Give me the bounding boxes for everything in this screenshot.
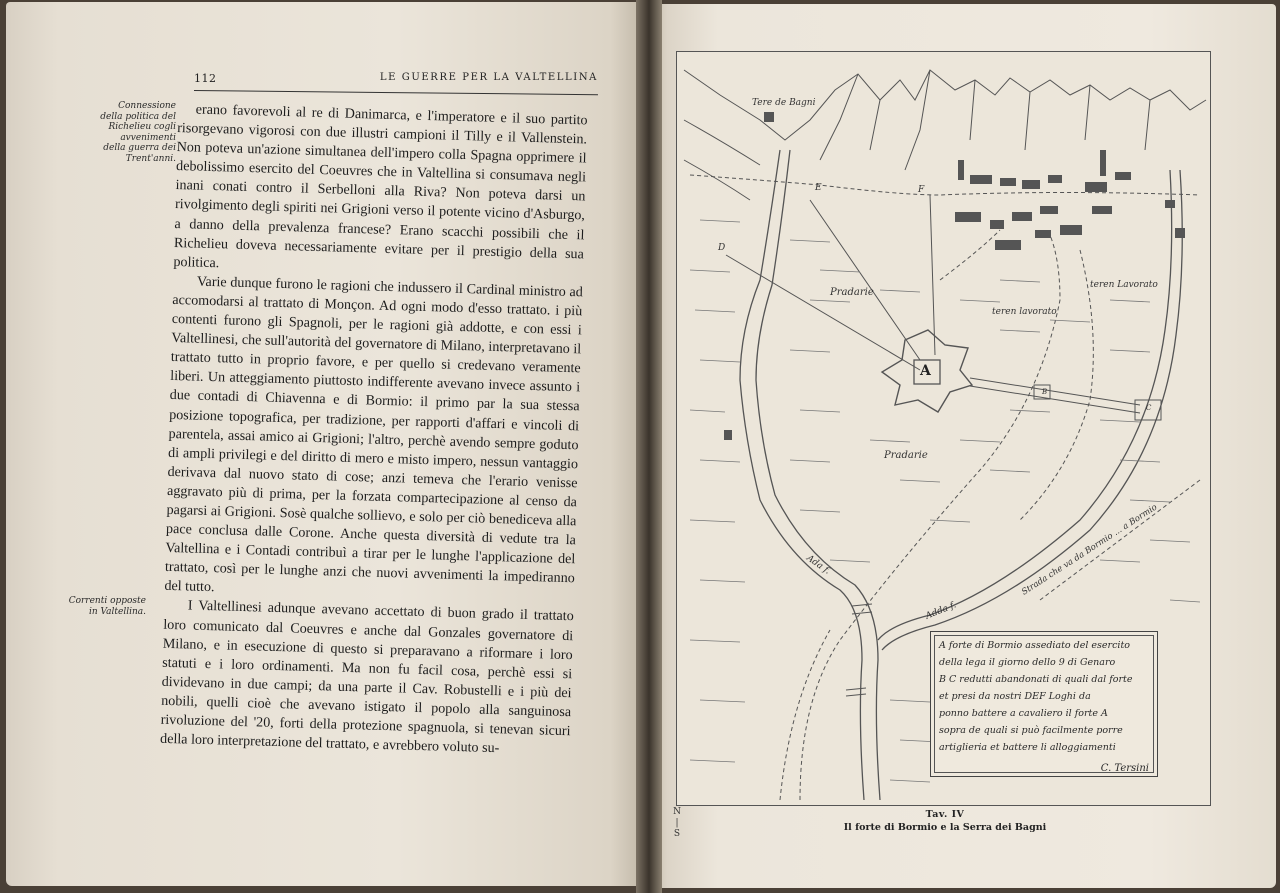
sidenote-correnti: Correnti opposte in Valtellina. xyxy=(68,596,146,617)
map-label-point-e: E xyxy=(815,183,822,193)
map-label-fort: A xyxy=(920,363,931,379)
map-label-point-d: D xyxy=(718,243,726,253)
map-label-road: Strada che va da Bormio ... a Bormio xyxy=(1020,502,1160,598)
paragraph-3: I Valtellinesi adunque avevano accettato di buon grado il trattato loro comunicato dal Coeuvres e anche dal Gonzales governatore di Milano, e in esecuzione di questo si preparavano a riformare i loro statuti e i loro ordinamenti. Ma non fu facil cosa, perchè essi si dividevano in due campi; da una parte il Cav. Robustelli e i più dei nobili, quelli cioè che avevano istigato il popolo alla sanguinosa rivoluzione del '20, forti della protezione spagnuola, si tenevan sicuri della loro interpretazione del trattato, e avrebbero voluto su- xyxy=(159,597,574,757)
plate-caption: Il forte di Bormio e la Serra dei Bagni xyxy=(843,822,1047,833)
map-label-teren-lavorato-2: teren lavorato xyxy=(992,307,1057,317)
legend-line-4: et presi da nostri DEF Loghi da xyxy=(939,691,1091,702)
map-label-terme: Tere de Bagni xyxy=(752,98,816,108)
page-number: 112 xyxy=(194,72,217,85)
legend-text xyxy=(939,637,1151,756)
paragraph-2: Varie dunque furono le ragioni che indussero il Cardinal ministro ad accomodarsi al trattato di Monçon. Ad ogni modo d'esso trattato. i più contenti furono gli Spagnoli, per le ragioni già addotte, e con essi i Valtellinesi, che sull'autorità del governatore di Milano, interpretavano il trattato tutto in proprio favore, e per quello si credevano veramente liberi. Un atteggiamento piuttosto indifferente avevano invece assunto i due contadi di Chiavenna e di Bormio: il primo par la sua stessa posizione topografica, per tradizione, per rapporti d'affari e vincoli di parentela, assai amico ai Grigioni; l'altro, perchè avendo sempre goduto di ampli privilegi e del diritto di mero e misto impero, nessun vantaggio derivava dal nuovo stato di cose; anzi temeva che l'erario venisse aggravato più di prima, per la forzata compartecipazione al censo da pagarsi ai Grigioni. Sosè qualche sollievo, e solo per ciò benediceva alla pace conclusa dalle Corone. Anche questa diversità di vedute tra la Valtellina e i Contadi contribuì a tirar per le lunghe l'applicazione del trattato, così per le lunghe anzi che nuovi avvenimenti la impediranno del tutto. xyxy=(164,273,584,596)
legend-line-5: ponno battere a cavaliero il forte A xyxy=(939,708,1108,719)
map-label-point-c: C xyxy=(1146,404,1152,412)
map-label-pradarie-2: Pradarie xyxy=(884,450,928,461)
map-label-point-f: F xyxy=(918,185,925,195)
legend-line-2: della lega il giorno dello 9 di Genaro xyxy=(939,657,1116,668)
map-label-pradarie-1: Pradarie xyxy=(830,287,874,298)
legend-line-6: sopra de quali si può facilmente porre xyxy=(939,725,1123,736)
sidenote-richelieu: Connessione della politica del Richelieu cogli avvenimenti della guerra dei Trent'anni. xyxy=(100,101,176,164)
legend-line-1: A forte di Bormio assediato del esercito xyxy=(939,640,1130,651)
legend-line-3: B C redutti abandonati di quali dal forte xyxy=(939,674,1133,685)
legend-signature: C. Tersini xyxy=(1100,763,1149,774)
map-label-teren-lavorato-1: teren Lavorato xyxy=(1090,280,1158,290)
compass-north: N xyxy=(673,807,681,817)
map-legend xyxy=(930,631,1158,777)
paragraph-1: erano favorevoli al re di Danimarca, e l'imperatore e il suo partito risorgevano vigorosi con due illustri campioni il Tilly e il Vallenstein. Non poteva un'azione simultanea dell'impero colla Spagna opprimere il debolissimo esercito del Coeuvres che in Valtellina si consumava negli inani conati contro il Serbelloni alla Riva? Non poteva darsi un rivolgimento degli spiriti nei Grigioni verso il potente vicino d'Asburgo, a danno della prevalenza francese? Erano scacchi possibili che il Richelieu doveva necessariamente evitare per il prestigio della sua politica. xyxy=(173,101,588,271)
map-label-river-2: Adda f. xyxy=(924,600,958,622)
plate-number: Tav. IV xyxy=(925,809,965,820)
running-title: LE GUERRE PER LA VALTELLINA xyxy=(379,72,598,83)
map-label-point-b: B xyxy=(1042,388,1048,396)
compass-line: | xyxy=(675,818,679,828)
compass-south: S xyxy=(673,829,681,839)
legend-line-7: artiglieria et battere li alloggiamenti xyxy=(939,742,1116,753)
map-label-river: Ada f. xyxy=(804,553,832,577)
compass-marker xyxy=(672,806,682,840)
